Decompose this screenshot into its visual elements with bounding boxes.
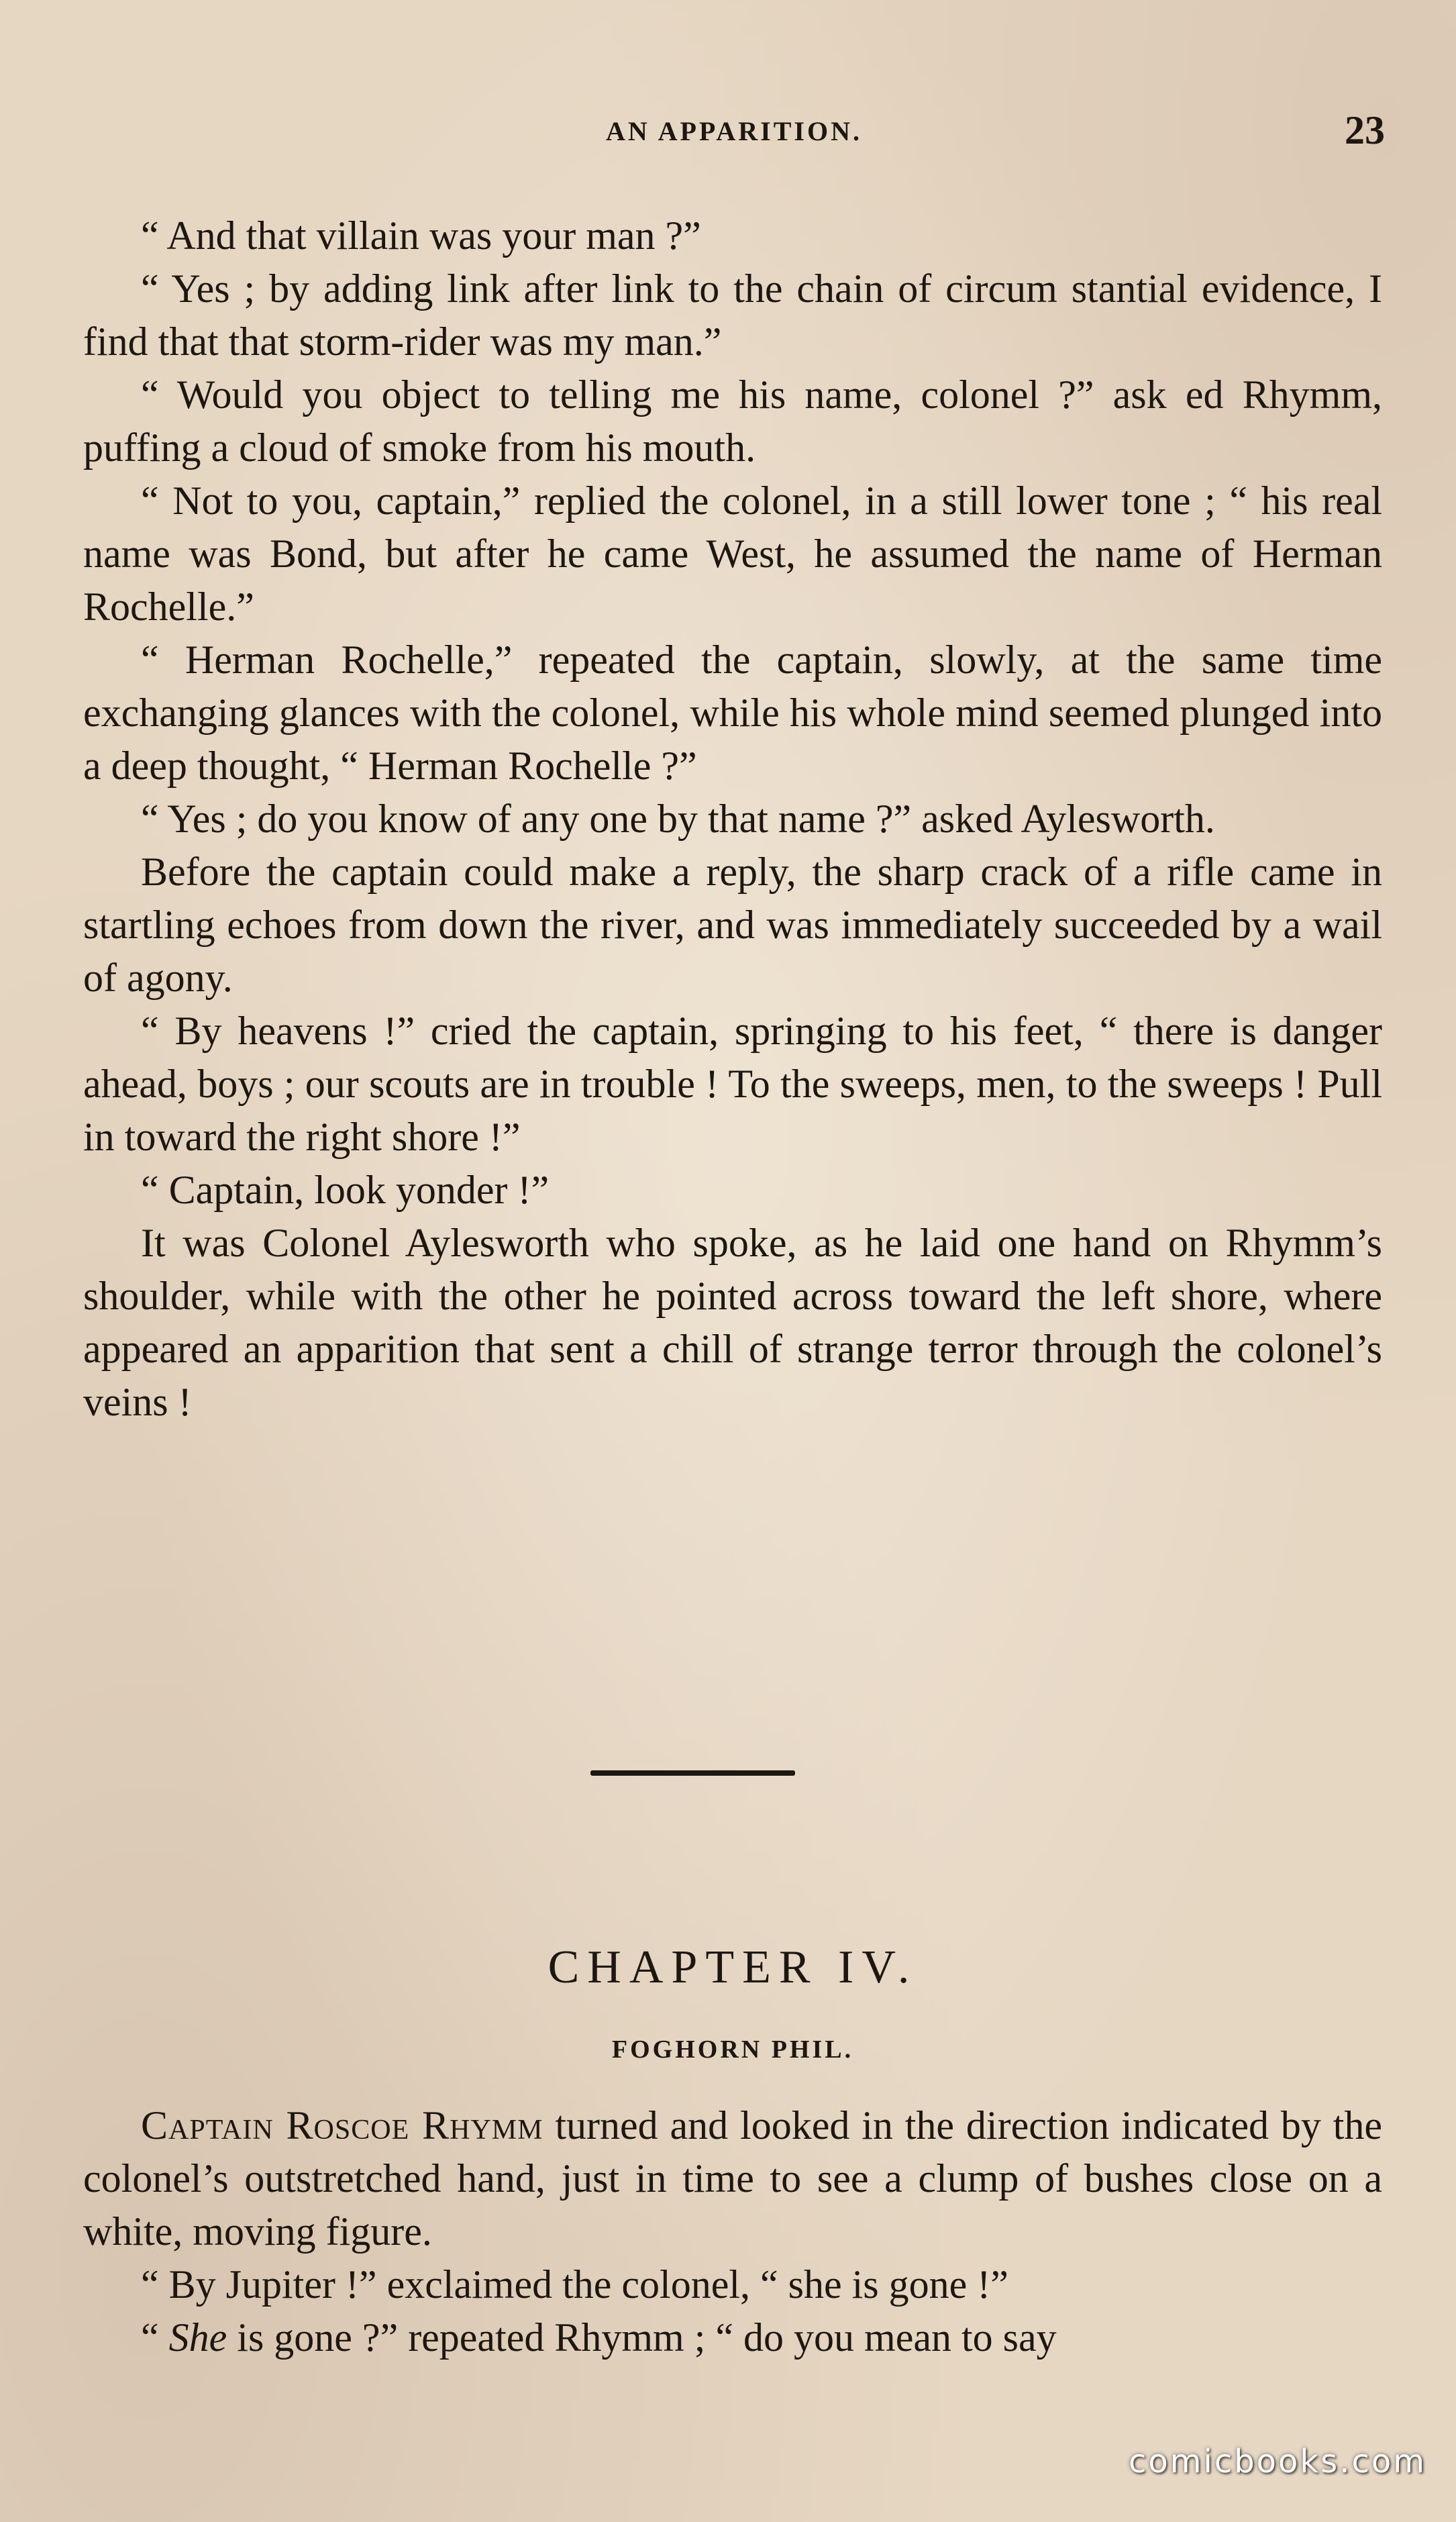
chapter-title: CHAPTER IV. (548, 1941, 918, 1993)
chapter-lead-in: Captain Roscoe Rhymm (141, 2103, 543, 2148)
text-after-chapter (83, 2099, 1382, 2364)
running-head (83, 107, 1385, 152)
chapter-opening-paragraph (83, 2099, 1382, 2258)
paragraph: Before the captain could make a reply, the sharp crack of a rifle came in startling echoes from down the river, and was immediately succeeded by a wail of agony. (83, 850, 1382, 1000)
paragraph: “ And that villain was your man ?” (141, 213, 701, 258)
last-line-open-quote: “ (141, 2315, 169, 2360)
paragraph: “ Yes ; by adding link after link to the chain of circum stantial evidence, I find that that storm-rider was my man.” (83, 266, 1382, 364)
paragraph: “ Captain, look yonder !” (141, 1168, 550, 1212)
paragraph: It was Colonel Aylesworth who spoke, as he laid one hand on Rhymm’s shoulder, while with the other he pointed across toward the left shore, where appeared an apparition that sent a chill of strange terror through the colonel’s veins ! (83, 1221, 1382, 1424)
paragraph-last (83, 2311, 1382, 2364)
paragraph: “ By heavens !” cried the captain, springing to his feet, “ there is danger ahead, boys ; our scouts are in trouble ! To the sweeps, men, to the sweeps ! Pull in toward the right shore !” (83, 1009, 1382, 1159)
paragraph: “ By Jupiter !” exclaimed the colonel, “ she is gone !” (141, 2262, 1008, 2307)
last-line-rest: is gone ?” repeated Rhymm ; “ do you mean to say (227, 2315, 1057, 2360)
emphasized-she: She (168, 2315, 227, 2360)
page-number: 23 (1345, 108, 1385, 152)
text-before-chapter (83, 209, 1382, 1429)
watermark: comicbooks.com (1128, 2443, 1426, 2480)
running-title: AN APPARITION. (606, 116, 862, 146)
paragraph: “ Would you object to telling me his name, colonel ?” ask ed Rhymm, puffing a cloud of smoke from his mouth. (83, 372, 1382, 470)
chapter-subtitle: FOGHORN PHIL. (611, 2035, 854, 2064)
chapter-opening-rest: turned and looked in the direction indicated by the colonel’s outstretched hand, just in time to see a clump of bushes close on a white, moving figure. (83, 2103, 1382, 2254)
paragraph: “ Herman Rochelle,” repeated the captain, slowly, at the same time exchanging glances with the colonel, while his whole mind seemed plunged into a deep thought, “ Herman Rochelle ?” (83, 638, 1382, 788)
section-divider (590, 1770, 795, 1776)
paragraph: “ Not to you, captain,” replied the colonel, in a still lower tone ; “ his real name was Bond, but after he came West, he assumed the name of Herman Rochelle.” (83, 478, 1382, 629)
paragraph: “ Yes ; do you know of any one by that name ?” asked Aylesworth. (141, 797, 1215, 841)
